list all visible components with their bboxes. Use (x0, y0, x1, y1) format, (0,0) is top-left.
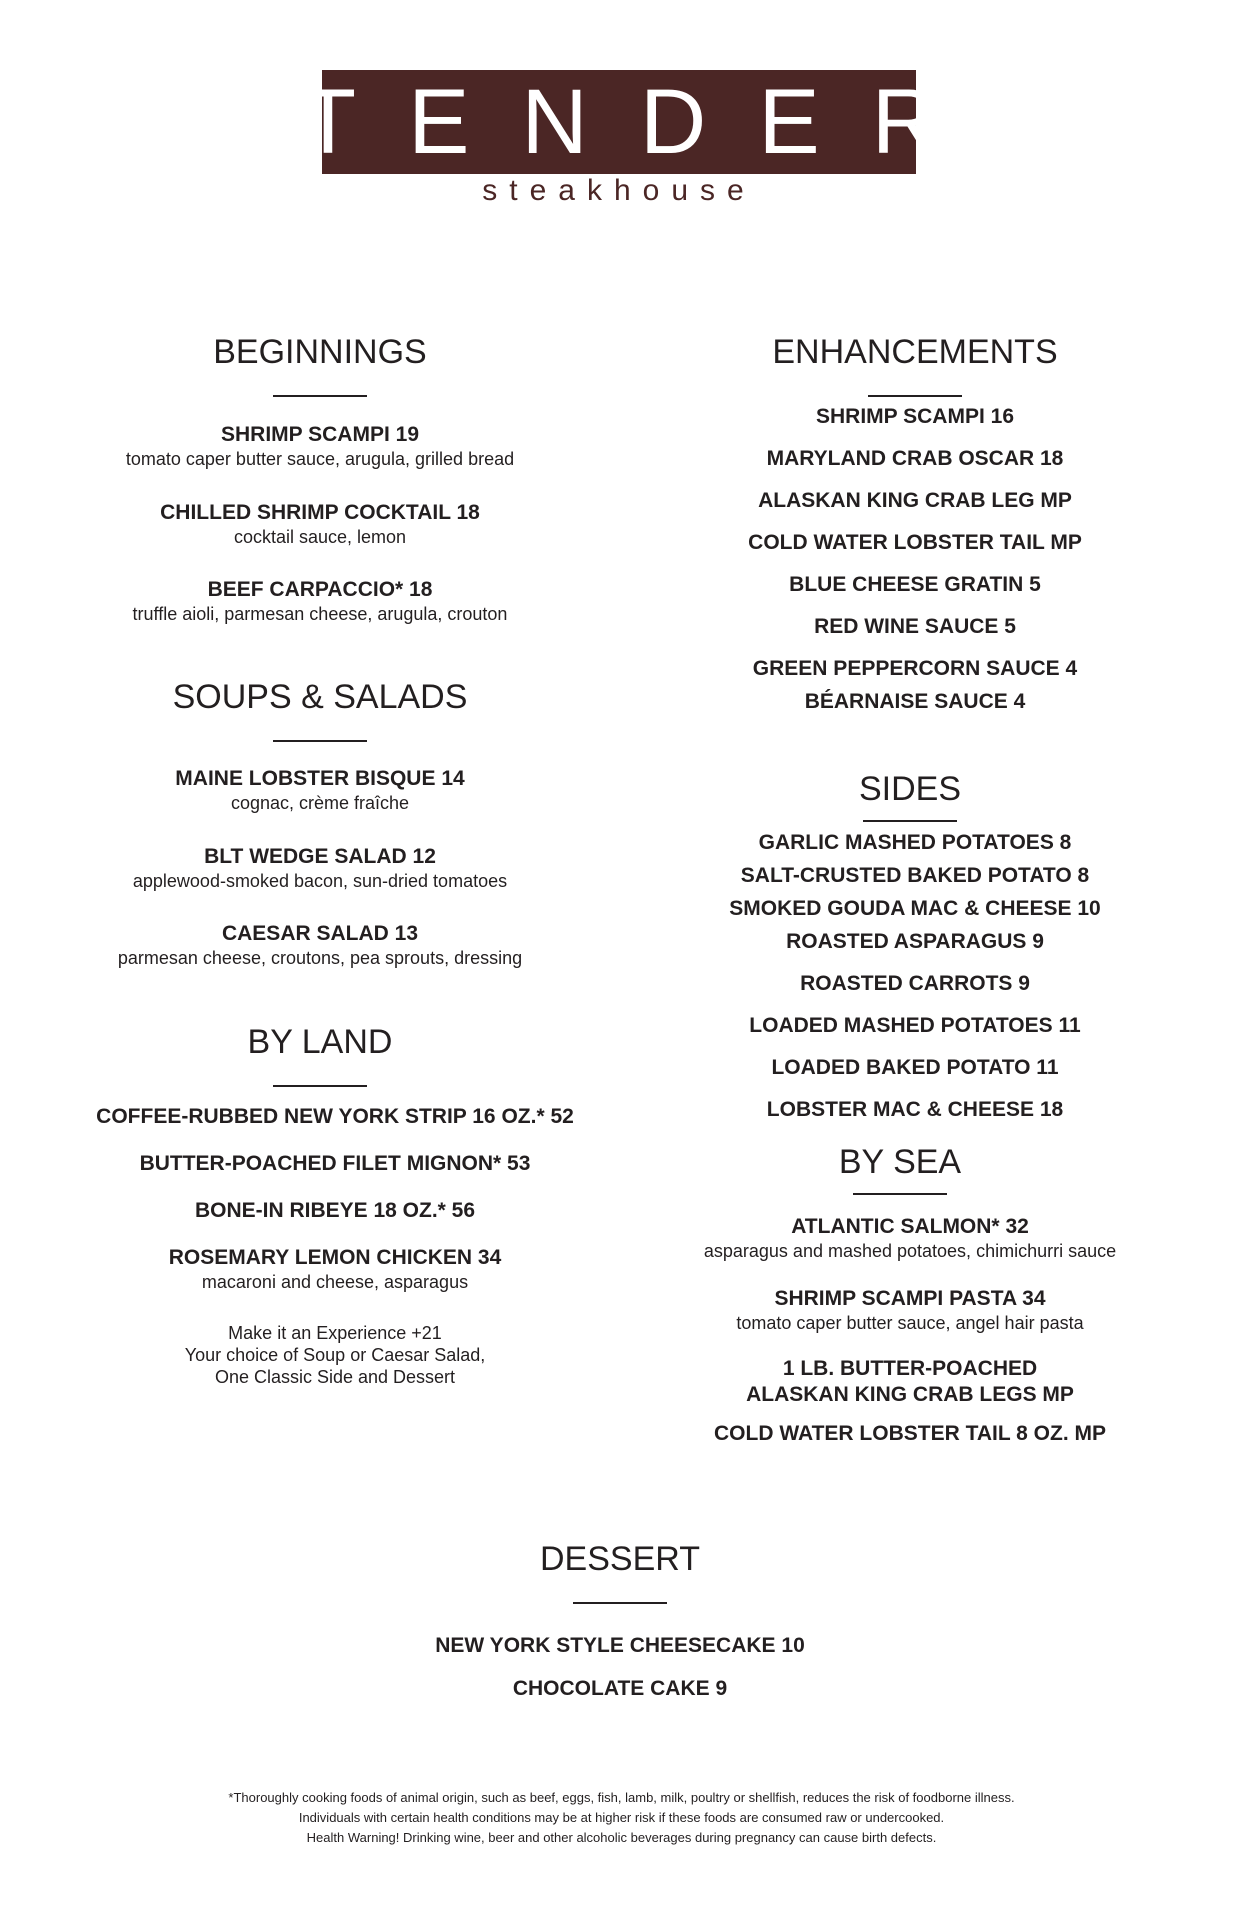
item-name: MAINE LOBSTER BISQUE 14 (175, 767, 465, 790)
menu-item: BLUE CHEESE GRATIN 5 (789, 573, 1041, 596)
section-divider (273, 740, 367, 742)
menu-item: COLD WATER LOBSTER TAIL MP (748, 531, 1082, 554)
item-description: parmesan cheese, croutons, pea sprouts, dressing (117, 948, 523, 968)
item-name: ATLANTIC SALMON* 32 (791, 1215, 1029, 1238)
logo-subtitle: steakhouse (482, 174, 756, 207)
item-name: 1 LB. BUTTER-POACHED (782, 1357, 1038, 1380)
menu-item (60, 422, 580, 470)
logo (299, 70, 991, 174)
menu-item: LOADED BAKED POTATO 11 (771, 1056, 1059, 1079)
item-description: applewood-smoked bacon, sun-dried tomatoes (132, 871, 508, 891)
item-name: BLT WEDGE SALAD 12 (204, 845, 436, 868)
menu-item (60, 921, 580, 969)
item-name: BEEF CARPACCIO* 18 (207, 578, 433, 601)
section-title: BEGINNINGS (213, 333, 427, 371)
experience-line: Your choice of Soup or Caesar Salad, (184, 1345, 486, 1365)
menu-item: RED WINE SAUCE 5 (814, 615, 1016, 638)
item-description: truffle aioli, parmesan cheese, arugula, crouton (132, 604, 508, 624)
item-name-line-2: ALASKAN KING CRAB LEGS MP (746, 1383, 1074, 1406)
menu-item: LOBSTER MAC & CHEESE 18 (766, 1098, 1064, 1121)
item-description: macaroni and cheese, asparagus (201, 1272, 469, 1292)
section-title: BY LAND (247, 1023, 393, 1061)
menu-item (60, 577, 580, 625)
menu-item: COLD WATER LOBSTER TAIL 8 OZ. MP (714, 1422, 1106, 1445)
experience-note (60, 1322, 610, 1388)
section-title: BY SEA (838, 1143, 962, 1181)
menu-item: ALASKAN KING CRAB LEG MP (758, 489, 1072, 512)
logo-title: TENDER (299, 71, 991, 173)
menu-item (60, 766, 580, 814)
item-description: tomato caper butter sauce, arugula, grilled bread (125, 449, 515, 469)
experience-line: Make it an Experience +21 (228, 1323, 442, 1343)
section-enhancements (690, 335, 1140, 397)
item-name: SHRIMP SCAMPI PASTA 34 (774, 1287, 1046, 1310)
menu-item: ROASTED CARROTS 9 (800, 972, 1030, 995)
experience-line: One Classic Side and Dessert (214, 1367, 456, 1387)
section-divider (273, 395, 367, 397)
section-beginnings (100, 335, 540, 397)
menu-item: LOADED MASHED POTATOES 11 (749, 1014, 1081, 1037)
section-divider (273, 1085, 367, 1087)
menu-item (660, 1286, 1160, 1334)
menu-item: BÉARNAISE SAUCE 4 (804, 690, 1026, 713)
menu-item: COFFEE-RUBBED NEW YORK STRIP 16 OZ.* 52 (96, 1105, 574, 1128)
footer-line: *Thoroughly cooking foods of animal origin, such as beef, eggs, fish, lamb, milk, poultry or shellfish, reduces the risk of foodborne illness. (228, 1790, 1015, 1805)
item-name: CAESAR SALAD 13 (221, 922, 419, 945)
menu-item: MARYLAND CRAB OSCAR 18 (766, 447, 1064, 470)
menu-item: ROASTED ASPARAGUS 9 (786, 930, 1044, 953)
footer-line: Individuals with certain health conditions may be at higher risk if these foods are consumed raw or undercooked. (298, 1810, 945, 1825)
menu-item: GREEN PEPPERCORN SAUCE 4 (752, 657, 1078, 680)
section-divider (868, 395, 962, 397)
menu-item: NEW YORK STYLE CHEESECAKE 10 (435, 1634, 805, 1657)
section-by-land (100, 1025, 540, 1087)
item-name: ROSEMARY LEMON CHICKEN 34 (168, 1246, 502, 1269)
section-soups-salads (100, 680, 540, 742)
section-title: SOUPS & SALADS (172, 678, 468, 716)
menu-item (660, 1356, 1160, 1408)
menu-item: CHOCOLATE CAKE 9 (512, 1677, 728, 1700)
menu-item (60, 844, 580, 892)
menu-item (60, 1245, 610, 1293)
section-title: ENHANCEMENTS (772, 333, 1058, 371)
item-name: SHRIMP SCAMPI 19 (221, 423, 419, 446)
footer-disclaimer (0, 1788, 1243, 1848)
menu-item (60, 500, 580, 548)
item-description: tomato caper butter sauce, angel hair pasta (736, 1313, 1084, 1333)
section-by-sea (680, 1145, 1120, 1195)
menu-item (660, 1214, 1160, 1262)
item-description: asparagus and mashed potatoes, chimichurri sauce (703, 1241, 1117, 1261)
section-divider (853, 1193, 947, 1195)
menu-item: BUTTER-POACHED FILET MIGNON* 53 (139, 1152, 531, 1175)
menu-item: SMOKED GOUDA MAC & CHEESE 10 (729, 897, 1101, 920)
section-sides (690, 772, 1130, 822)
section-title: DESSERT (540, 1540, 700, 1578)
footer-line: Health Warning! Drinking wine, beer and other alcoholic beverages during pregnancy can cause birth defects. (306, 1830, 937, 1845)
menu-item: SHRIMP SCAMPI 16 (816, 405, 1014, 428)
menu-item: BONE-IN RIBEYE 18 OZ.* 56 (194, 1199, 476, 1222)
section-divider (573, 1602, 667, 1604)
section-title: SIDES (858, 770, 962, 808)
section-dessert (400, 1542, 840, 1604)
section-divider (863, 820, 957, 822)
item-description: cocktail sauce, lemon (233, 527, 407, 547)
menu-item: SALT-CRUSTED BAKED POTATO 8 (740, 864, 1090, 887)
item-description: cognac, crème fraîche (230, 793, 410, 813)
item-name: CHILLED SHRIMP COCKTAIL 18 (160, 501, 480, 524)
menu-item: GARLIC MASHED POTATOES 8 (758, 831, 1072, 854)
